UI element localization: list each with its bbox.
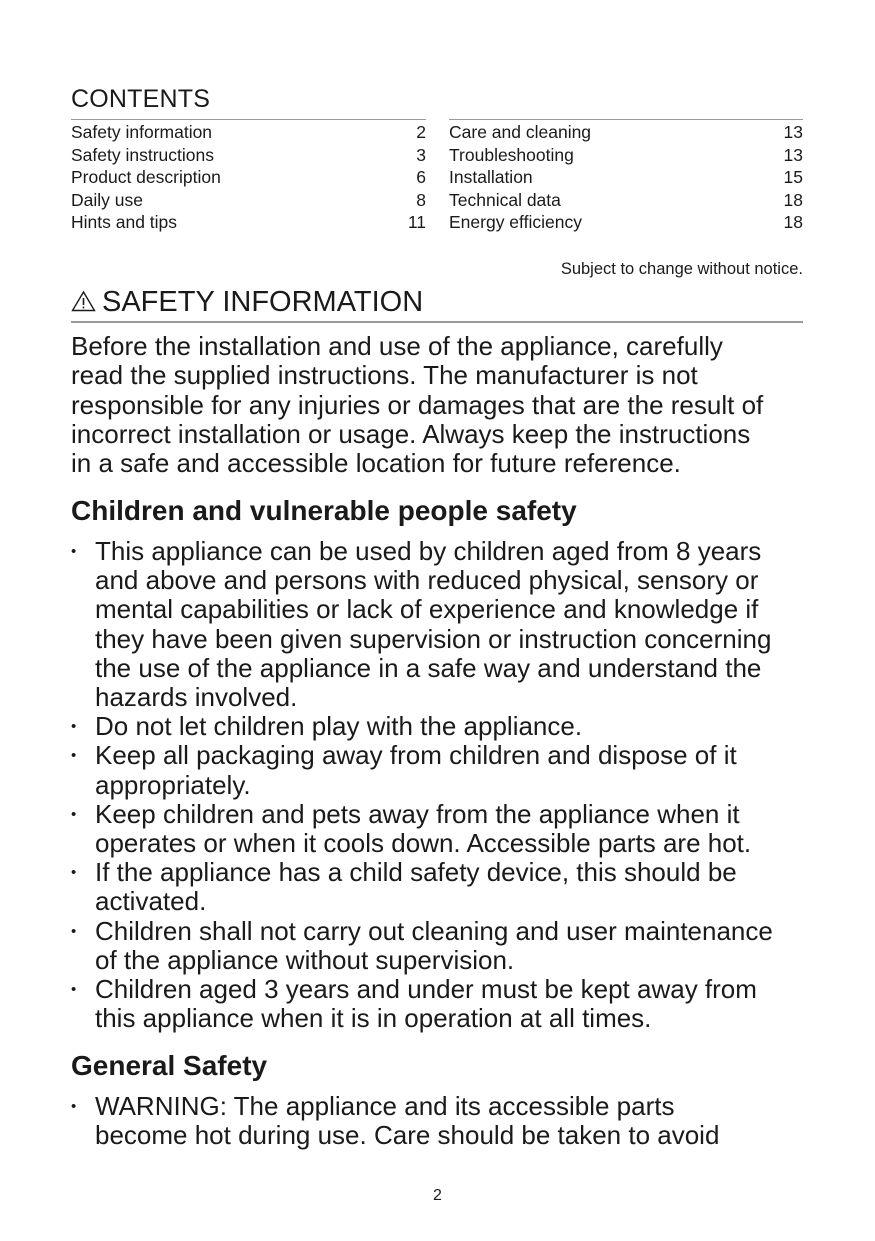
- children-safety-list: [71, 537, 811, 1033]
- list-item-line: the use of the appliance in a safe way and understand the: [95, 652, 762, 683]
- intro-line: incorrect installation or usage. Always keep the instructions: [71, 418, 751, 449]
- toc-entry[interactable]: [71, 211, 426, 234]
- list-item: [71, 741, 811, 799]
- toc-entry[interactable]: [71, 144, 426, 167]
- toc-entry-page: 8: [416, 189, 426, 210]
- toc-entry-page: 18: [783, 212, 803, 233]
- toc-entry-label: Care and cleaning: [449, 122, 592, 142]
- safety-information-divider: [71, 321, 803, 323]
- list-item-line: and above and persons with reduced physical, sensory or: [95, 565, 759, 596]
- list-item: [71, 1092, 811, 1150]
- intro-line: read the supplied instructions. The manufacturer is not: [71, 360, 698, 391]
- toc-entry-page: 3: [416, 144, 426, 165]
- page-number: 2: [433, 1187, 442, 1204]
- list-item: [71, 858, 811, 916]
- list-item-line: Keep children and pets away from the appliance when it: [95, 798, 740, 829]
- toc-entry[interactable]: [71, 189, 426, 212]
- bullet-icon: •: [71, 543, 77, 560]
- toc-entry[interactable]: [449, 189, 803, 212]
- toc-entry-page: 13: [783, 122, 803, 142]
- toc-entry-label: Safety information: [71, 122, 213, 142]
- contents-divider-right: [449, 119, 803, 120]
- toc-entry-label: Technical data: [449, 189, 561, 210]
- list-item-line: Children aged 3 years and under must be kept away from: [95, 974, 757, 1005]
- list-item: [71, 712, 811, 741]
- safety-information-title: SAFETY INFORMATION: [102, 286, 424, 318]
- list-item: [71, 537, 811, 712]
- intro-line: Before the installation and use of the appliance, carefully: [71, 331, 723, 361]
- intro-line: in a safe and accessible location for future reference.: [71, 448, 681, 479]
- contents-column-left: [71, 121, 426, 234]
- list-item-line: this appliance when it is in operation at all times.: [95, 1003, 652, 1034]
- toc-entry-label: Troubleshooting: [449, 144, 574, 165]
- contents-column-right: [449, 121, 803, 234]
- list-item: [71, 975, 811, 1033]
- toc-entry[interactable]: [449, 121, 803, 144]
- bullet-icon: •: [71, 922, 77, 940]
- bullet-icon: •: [71, 805, 77, 823]
- list-item-line: appropriately.: [95, 769, 251, 800]
- warning-triangle-icon: [71, 290, 96, 312]
- toc-entry-page: 18: [783, 189, 803, 210]
- toc-entry-label: Safety instructions: [71, 144, 214, 165]
- general-safety-heading: General Safety: [71, 1050, 268, 1081]
- toc-entry[interactable]: [71, 121, 426, 144]
- list-item-line: Keep all packaging away from children and dispose of it: [95, 740, 737, 771]
- list-item-line: of the appliance without supervision.: [95, 944, 515, 975]
- toc-entry[interactable]: [449, 144, 803, 167]
- safety-information-heading: [71, 284, 803, 320]
- subject-to-change-note: Subject to change without notice.: [560, 260, 803, 278]
- bullet-icon: •: [71, 718, 77, 736]
- safety-intro-paragraph: [71, 332, 806, 478]
- toc-entry-label: Hints and tips: [71, 212, 178, 233]
- bullet-icon: •: [71, 1098, 77, 1115]
- contents-title: CONTENTS: [71, 85, 211, 113]
- list-item-line: activated.: [95, 886, 207, 917]
- toc-entry-label: Installation: [449, 167, 533, 188]
- toc-entry-page: 15: [783, 167, 803, 188]
- toc-entry[interactable]: [449, 166, 803, 189]
- bullet-icon: •: [71, 747, 77, 765]
- toc-entry-page: 2: [416, 122, 426, 142]
- list-item-line: If the appliance has a child safety device, this should be: [95, 857, 737, 888]
- toc-entry[interactable]: [449, 211, 803, 234]
- toc-entry-page: 11: [407, 212, 426, 233]
- toc-entry-label: Daily use: [71, 189, 143, 210]
- list-item: [71, 800, 811, 858]
- list-item-line: operates or when it cools down. Accessible parts are hot.: [95, 828, 752, 859]
- list-item-line: WARNING: The appliance and its accessible parts: [95, 1091, 675, 1121]
- list-item-line: This appliance can be used by children aged from 8 years: [95, 536, 762, 566]
- list-item-line: Children shall not carry out cleaning and user maintenance: [95, 915, 773, 946]
- list-item-line: mental capabilities or lack of experience and knowledge if: [95, 594, 759, 625]
- list-item-line: hazards involved.: [95, 682, 298, 713]
- list-item: [71, 917, 811, 975]
- toc-entry[interactable]: [71, 166, 426, 189]
- toc-entry-page: 6: [416, 167, 426, 188]
- intro-line: responsible for any injuries or damages that are the result of: [71, 389, 764, 420]
- bullet-icon: •: [71, 981, 77, 999]
- contents-divider-left: [71, 119, 426, 120]
- toc-entry-label: Energy efficiency: [449, 212, 582, 233]
- children-safety-heading: Children and vulnerable people safety: [71, 495, 577, 526]
- list-item-line: become hot during use. Care should be taken to avoid: [95, 1120, 720, 1151]
- list-item-line: they have been given supervision or instruction concerning: [95, 623, 772, 654]
- general-safety-list: [71, 1092, 811, 1150]
- list-item-line: Do not let children play with the appliance.: [95, 711, 583, 742]
- bullet-icon: •: [71, 864, 77, 882]
- toc-entry-page: 13: [783, 144, 803, 165]
- toc-entry-label: Product description: [71, 167, 221, 188]
